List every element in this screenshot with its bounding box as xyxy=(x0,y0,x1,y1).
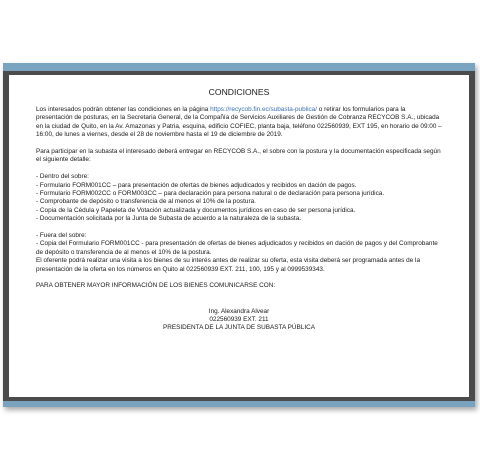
inside-envelope-heading: - Dentro del sobre: xyxy=(36,173,89,181)
visit-paragraph: El oferente podrá realizar una visita a los bienes de su interés antes de realizar su oferta, esta visita deberá ser programada antes de la presentación de la oferta en los números en Quito al 022560939 EXT. 211, 100, 195 y al 0999539343. xyxy=(36,257,421,273)
intro-paragraph: Los interesados podrán obtener las condiciones en la página https://recycob.fin.ec/subasta-publica/ o retirar los formularios para la presentación de posturas, en la Secretaria General, de la Compañía de Servicios Auxiliares de Gestión de Cobranza RECYCOB S.A., ubicada en la ciudad de Quito, en la Av. Amazonas y Patria, esquina, edificio COFIEC, planta baja, teléfono 022560939, EXT 195, en horario de 09:00 – 16:00, de lunes a viernes, desde el 28 de noviembre hasta el 19 de diciembre de 2019. xyxy=(36,106,442,139)
signature-phone: 022560939 EXT. 211 xyxy=(209,316,269,324)
signature-role: PRESIDENTA DE LA JUNTA DE SUBASTA PÚBLICA xyxy=(163,324,315,332)
more-info-heading: PARA OBTENER MAYOR INFORMACIÓN DE LOS BIENES COMUNICARSE CON: xyxy=(36,282,276,290)
signature-name: Ing. Alexandra Alvear xyxy=(208,307,270,315)
inside-item-documentation: - Documentación solicitada por la Junta de Subasta de acuerdo a la naturaleza de la subasta. xyxy=(36,215,302,223)
inside-item-id-copy: - Copia de la Cédula y Papeleta de Votación actualizada y documentos jurídicos en caso de ser persona jurídica. xyxy=(36,206,356,214)
outside-envelope-heading: - Fuera del sobre: xyxy=(36,232,87,240)
conditions-document xyxy=(9,75,469,397)
inside-item-form002: - Formulario FORM002CC o FORM003CC – para declaración para persona natural o de declaración para persona jurídica. xyxy=(36,190,385,198)
document-frame xyxy=(3,63,475,407)
inside-item-deposit: - Comprobante de depósito o transferencia de al menos el 10% de la postura. xyxy=(36,198,256,206)
auction-page-link[interactable]: https://recycob.fin.ec/subasta-publica/ xyxy=(210,106,318,113)
participation-paragraph: Para participar en la subasta el interesado deberá entregar en RECYCOB S.A., el sobre con la postura y la documentación especificada según el siguiente detalle: xyxy=(36,148,441,164)
outside-envelope-text: - Copia del Formulario FORM001CC - para presentación de ofertas de bienes adjudicados y recibidos en dación de pagos y del Comprobante de depósito o transferencia de al menos el 10% de la postura. xyxy=(36,240,438,256)
inside-item-form001: - Formulario FORM001CC – para presentación de ofertas de bienes adjudicados y recibidos en dación de pagos. xyxy=(36,181,357,189)
document-title: CONDICIONES xyxy=(208,87,270,97)
top-accent-bar xyxy=(3,63,475,71)
bottom-accent-bar xyxy=(3,401,475,407)
